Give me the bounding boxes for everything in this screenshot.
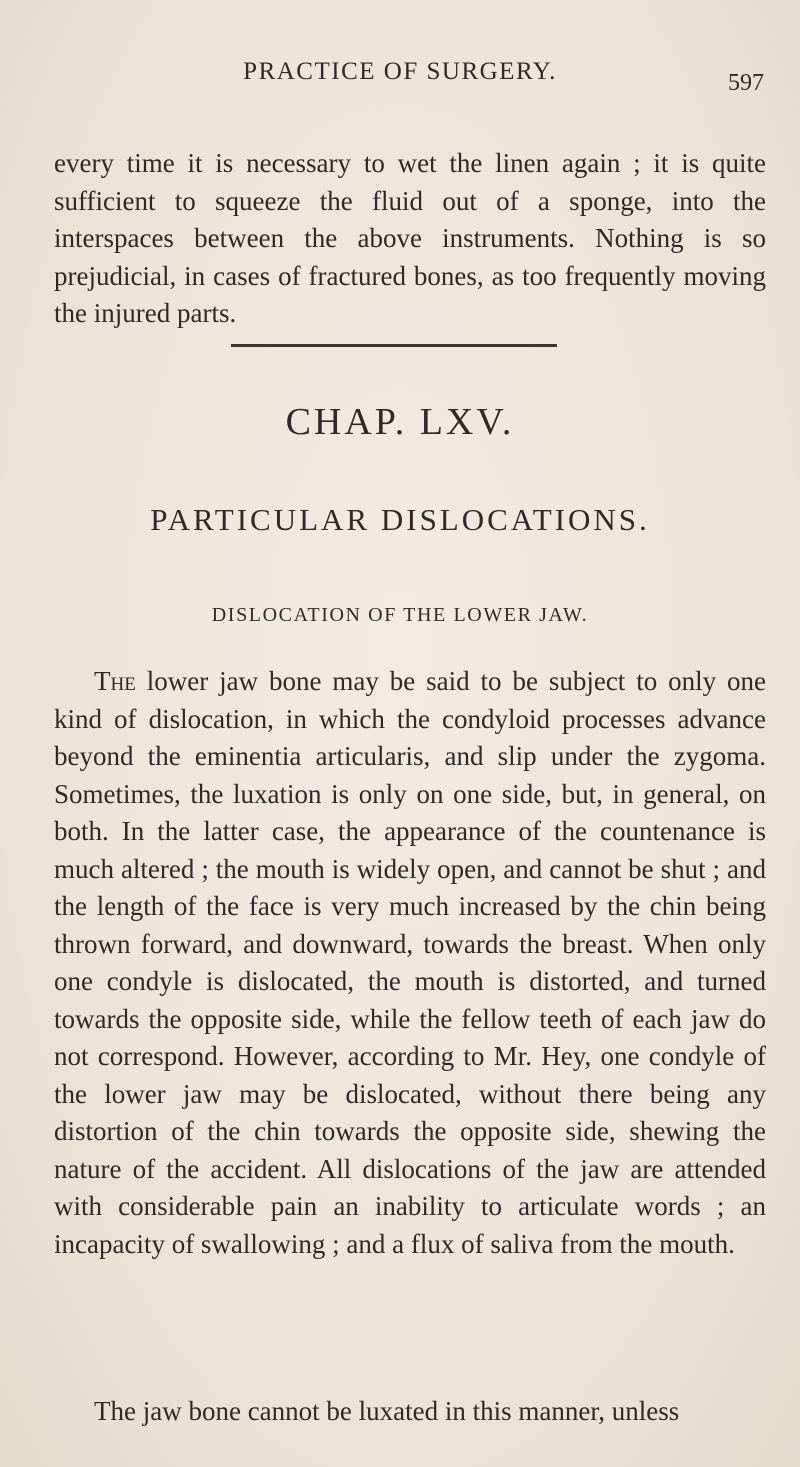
page-number: 597 [728,70,764,96]
paragraph-main [54,663,766,1263]
paragraph-main-text: lower jaw bone may be said to be subject to only one kind of dislocation, in which the condyloid processes advance beyond the eminentia articularis, and slip under the zygoma. Sometimes, the luxation is only on one side, but, in general, on both. In the latter case, the appearance of the countenance is much altered ; the mouth is widely open, and cannot be shut ; and the length of the face is very much increased by the chin being thrown forward, and downward, towards the breast. When only one condyle is dislocated, the mouth is distorted, and turned towards the opposite side, while the fellow teeth of each jaw do not correspond. However, according to Mr. Hey, one condyle of the lower jaw may be dislocated, without there being any distortion of the chin towards the opposite side, shewing the nature of the accident. All dislocations of the jaw are attended with considerable pain an inability to articulate words ; an incapacity of swallowing ; and a flux of saliva from the mouth. [54,666,766,1259]
chapter-title: PARTICULAR DISLOCATIONS. [150,502,650,537]
running-head: PRACTICE OF SURGERY. [243,58,557,85]
section-divider [231,344,557,347]
paragraph-top: every time it is necessary to wet the linen again ; it is quite sufficient to squeeze the fluid out of a sponge, into the interspaces between the above instruments. Nothing is so prejudicial, in cases of fractured bones, as too frequently moving the injured parts. [54,148,766,328]
paragraph-last: The jaw bone cannot be luxated in this manner, unless [94,1396,680,1426]
section-subheading: DISLOCATION OF THE LOWER JAW. [211,604,589,626]
paragraph-lead-word: The [94,666,136,696]
chapter-heading: CHAP. LXV. [285,401,515,443]
